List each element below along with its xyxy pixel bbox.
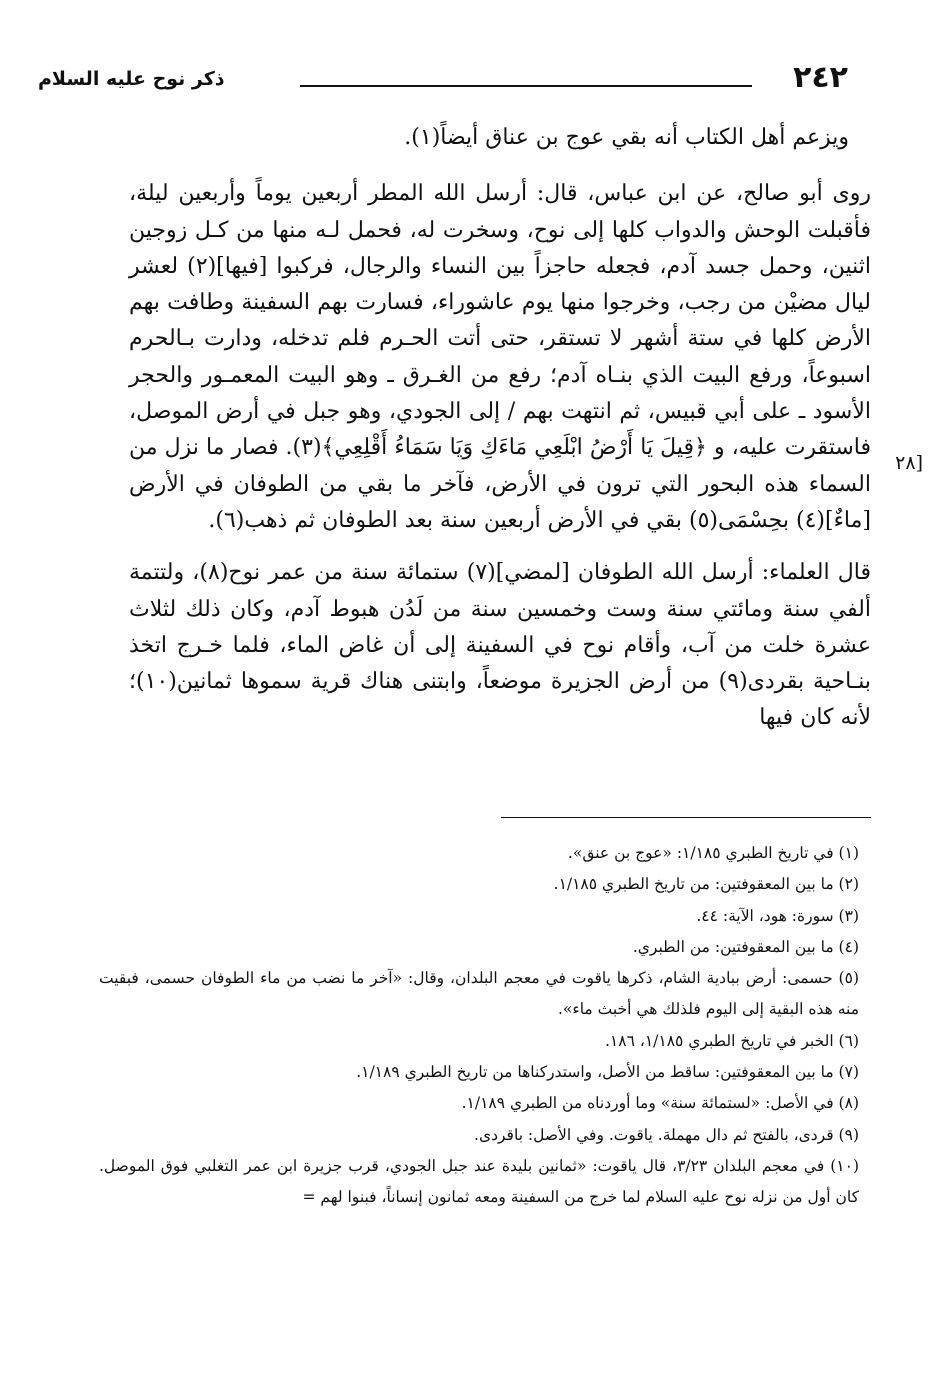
footnote-7: (٧) ما بين المعقوفتين: ساقط من الأصل، واستدركناها من تاريخ الطبري ١/١٨٩. — [356, 1063, 859, 1082]
footnote-6: (٦) الخبر في تاريخ الطبري ١/١٨٥، ١٨٦. — [604, 1031, 859, 1050]
footnote-4: (٤) ما بين المعقوفتين: من الطبري. — [632, 937, 859, 956]
footnote-8: (٨) في الأصل: «لستمائة سنة» وما أوردناه من الطبري ١/١٨٩. — [461, 1094, 859, 1113]
running-title: ذكر نوح عليه السلام — [38, 68, 225, 90]
main-text — [129, 120, 923, 753]
paragraph-1: ويزعم أهل الكتاب أنه بقي عوج بن عناق أيضاً(١). — [404, 125, 849, 150]
footnote-10: (١٠) في معجم البلدان ٣/٢٣، قال ياقوت: «ثمانين بليدة عند جبل الجودي، قرب جزيرة ابن عمر التغلبي فوق الموصل. كان أول من نزله نوح عليه السلام لما خرج من السفينة ومعه ثمانون إنساناً، فبنوا لهم = — [99, 1156, 859, 1207]
paragraph-2: روى أبو صالح، عن ابن عباس، قال: أرسل الله المطر أربعين يوماً وأربعين ليلة، فأقبلت الوحش والدواب كلها إلى نوح، وسخرت له، فحمل لـه منها من كـل زوجين اثنين، وحمل جسد آدم، فجعله حاجزاً بين النساء والرجال، فركبوا [فيها](٢) لعشر ليال مضيْن من رجب، وخرجوا منها يوم عاشوراء، فسارت بهم السفينة وطافت بهم الأرض كلها في ستة أشهر لا تستقر، حتى أتت الحـرم فلم تدخله، ودارت بـالحرم اسبوعاً، ورفع البيت الذي بنـاه آدم؛ رفع من الغـرق ـ وهو البيت المعمـور والحجر الأسود ـ على أبي قبيس، ثم انتهت بهم / إلى الجودي، وهو جبل في أرض الموصل، فاستقرت عليه، و ﴿قِيلَ يَا أَرْضُ ابْلَعِي مَاءَكِ وَيَا سَمَاءُ أَقْلِعِي﴾(٣). فصار ما نزل من السماء هذه البحور التي ترون في الأرض، فآخر ما بقي من الطوفان في الأرض [ماءٌ](٤) بحِسْمَى(٥) بقي في الأرض أربعين سنة بعد الطوفان ثم ذهب(٦). — [129, 181, 871, 533]
footnote-2: (٢) ما بين المعقوفتين: من تاريخ الطبري ١/١٨٥. — [553, 875, 859, 894]
footnote-5: (٥) حسمى: أرض ببادية الشام، ذكرها ياقوت في معجم البلدان، وقال: «آخر ما نضب من ماء الطوفان حسمى، فبقيت منه هذه البقية إلى اليوم فلذلك هي أخبث ماء». — [99, 969, 859, 1019]
folio-marker: [٢٨ — [895, 452, 923, 474]
page-header — [38, 60, 848, 100]
footnote-9: (٩) قردى، بالفتح ثم دال مهملة. ياقوت. وفي الأصل: باقردى. — [474, 1125, 859, 1144]
paragraph-3: قال العلماء: أرسل الله الطوفان [لمضي](٧) ستمائة سنة من عمر نوح(٨)، ولتتمة ألفي سنة ومائتي سنة وست وخمسين سنة من لَدُن هبوط آدم، وكان ذلك لثلاث عشرة خلت من آب، وأقام نوح في السفينة إلى أن غاض الماء، فلما خـرج اتخذ بنـاحية بقردى(٩) من أرض الجزيرة موضعاً، وابتنى هناك قرية سموها ثمانين(١٠)؛ لأنه كان فيها — [129, 560, 871, 731]
page-number: ٢٤٢ — [793, 60, 848, 95]
footnote-3: (٣) سورة: هود، الآية: ٤٤. — [696, 906, 859, 925]
footnote-separator — [501, 817, 871, 818]
footnotes — [99, 838, 859, 1214]
header-rule — [300, 85, 752, 87]
footnote-1: (١) في تاريخ الطبري ١/١٨٥: «عوج بن عنق». — [567, 844, 859, 862]
